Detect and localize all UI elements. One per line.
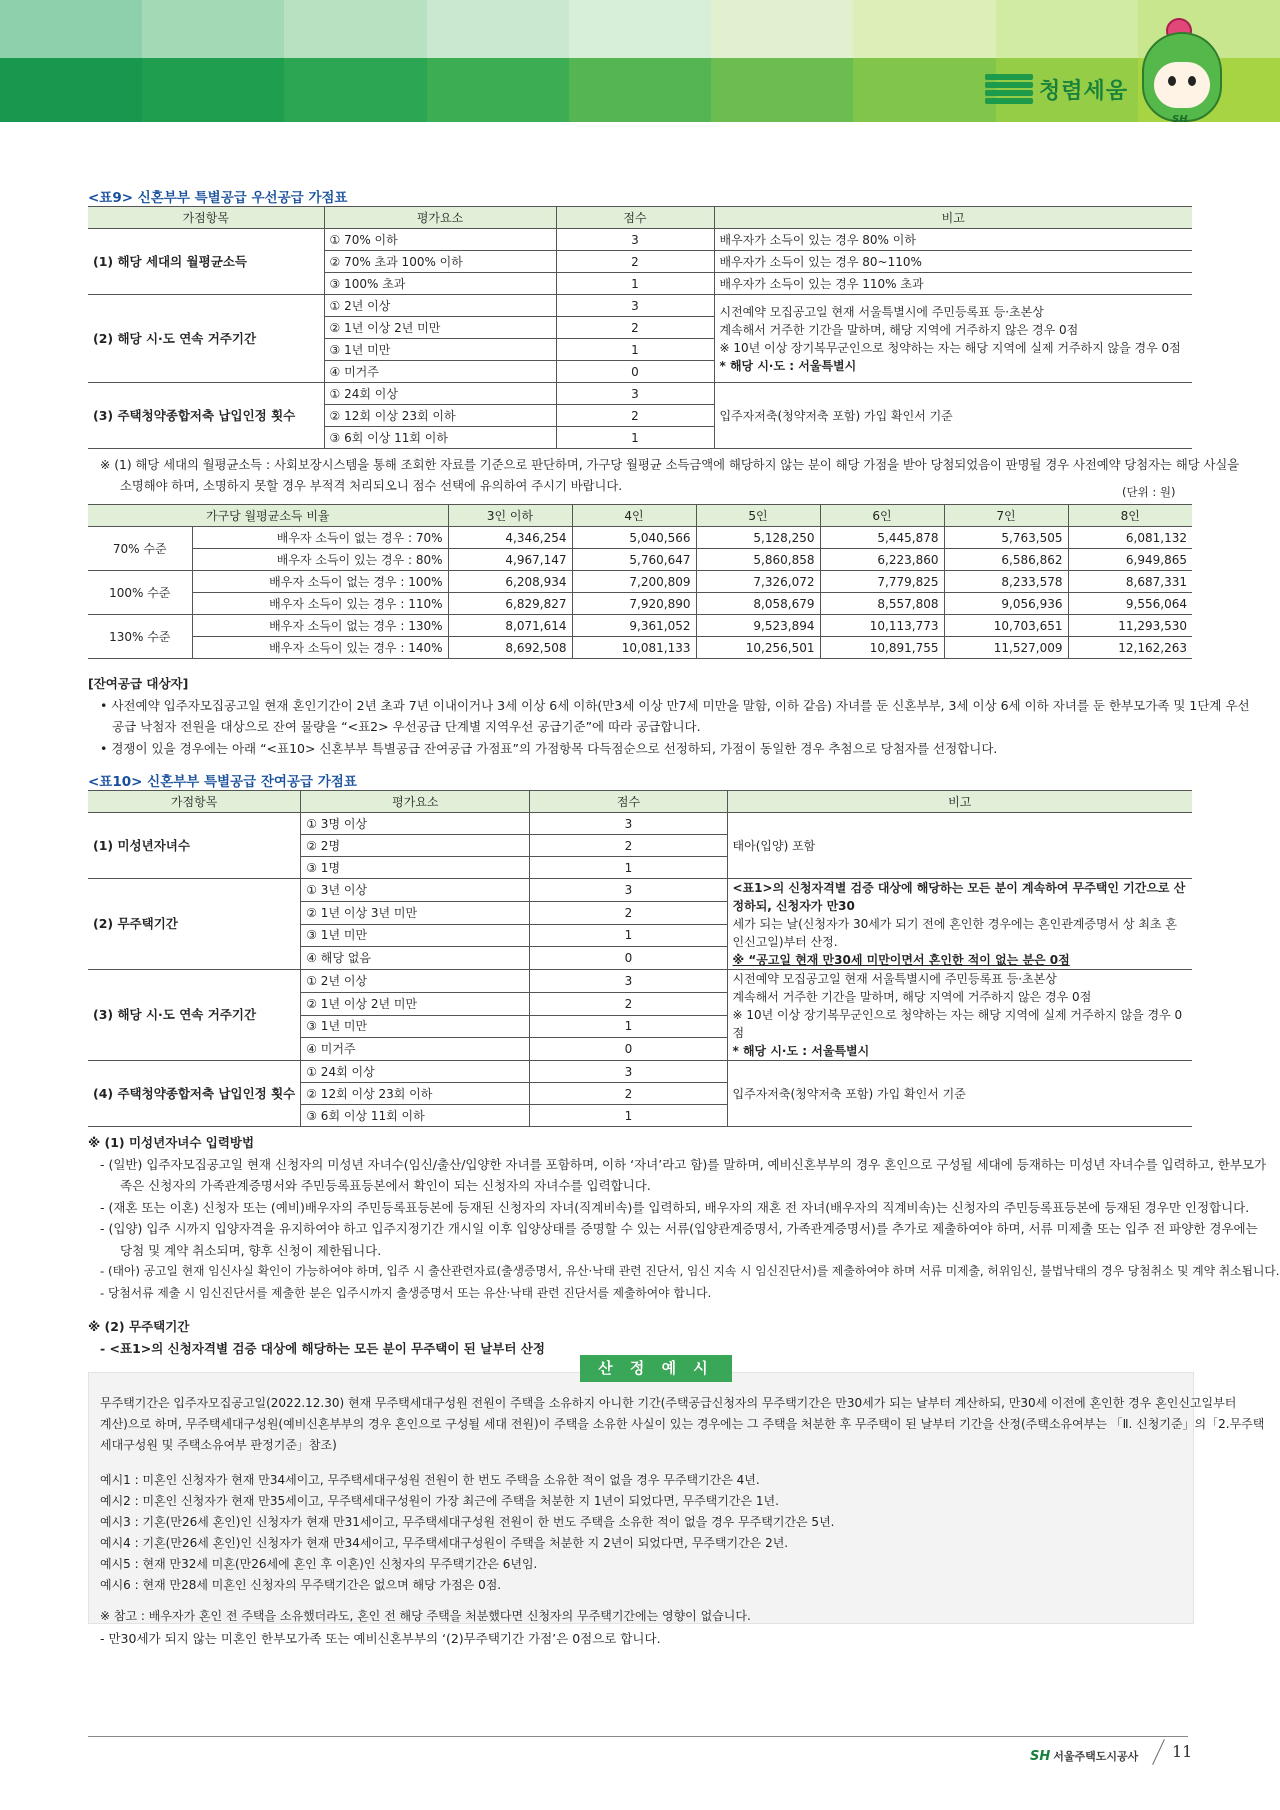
score-cell: 2 [556,405,714,427]
score-cell: 3 [556,295,714,317]
table10 [88,790,1192,1127]
income-row-label: 배우자 소득이 있는 경우 : 80% [192,549,448,571]
note-cell [714,383,1192,449]
note-line: 세가 되는 날(신청자가 30세가 되기 전에 혼인한 경우에는 혼인관계증명서 상 최초 혼인신고일)부터 산정. [732,917,1177,949]
example-case: 예시2 : 미혼인 신청자가 현재 만35세이고, 무주택세대구성원이 가장 최근에 주택을 처분한 지 1년이 되었다면, 무주택기간은 1년. [100,1494,779,1508]
band-seg-bottom [711,58,853,122]
note-cell: 배우자가 소득이 있는 경우 110% 초과 [714,273,1192,295]
header-band-top [0,0,1280,58]
eval-element: ③ 1년 미만 [324,339,556,361]
note-line: 시전예약 모집공고일 현재 서울특별시에 주민등록표 등·초본상 [719,304,1044,319]
income-value: 10,891,755 [820,637,944,659]
final-note: - 만30세가 되지 않는 미혼인 한부모가족 또는 예비신혼부부의 ‘(2)무주택기간 가점’은 0점으로 합니다. [100,1631,661,1646]
eval-element: ② 1년 이상 2년 미만 [324,317,556,339]
table-row [88,229,1192,251]
table-header-cell: 비고 [714,207,1192,229]
table-header-cell: 8인 [1068,505,1192,527]
example-case: 예시1 : 미혼인 신청자가 현재 만34세이고, 무주택세대구성원 전원이 한 번도 주택을 소유한 적이 없을 경우 무주택기간은 4년. [100,1473,760,1487]
note-cell [727,970,1192,1061]
minor-method-line: - (재혼 또는 이혼) 신청자 또는 (예비)배우자의 주민등록표등본에 등재된 신청자의 자녀(직계비속)를 입력하되, 배우자의 재혼 전 자녀(배우자의 직계비속)는 신청자의 주민등록표등본에 등재된 경우만 인정합니다. [100,1200,1250,1215]
example-case: 예시6 : 현재 만28세 미혼인 신청자의 무주택기간은 없으며 해당 가점은 0점. [100,1578,502,1592]
income-value: 6,949,865 [1068,549,1192,571]
note-cell: 배우자가 소득이 있는 경우 80% 이하 [714,229,1192,251]
footer-slash [1152,1739,1165,1765]
score-cell: 1 [556,339,714,361]
score-cell: 3 [556,383,714,405]
income-row-label: 배우자 소득이 있는 경우 : 110% [192,593,448,615]
income-value: 5,760,647 [572,549,696,571]
eval-element: ④ 미거주 [301,1038,530,1061]
table-row [88,615,1192,637]
score-cell: 1 [530,857,727,879]
note-line: 태아(입양) 포함 [732,838,816,853]
income-level: 70% 수준 [88,527,192,571]
income-level: 130% 수준 [88,615,192,659]
score-cell: 3 [530,879,727,902]
eval-element: ② 12회 이상 23회 이하 [301,1083,530,1105]
income-value: 11,527,009 [944,637,1068,659]
score-cell: 3 [530,970,727,993]
note-line: * 해당 시·도 : 서울특별시 [719,358,857,373]
score-cell: 2 [556,251,714,273]
table-row [88,593,1192,615]
group-label: (3) 해당 시·도 연속 거주기간 [88,970,301,1061]
note-line: ※ 10년 이상 장기복무군인으로 청약하는 자는 해당 지역에 실제 거주하지 않을 경우 0점 [719,340,1181,355]
income-value: 4,346,254 [448,527,572,549]
table-header-cell: 3인 이하 [448,505,572,527]
income-row-label: 배우자 소득이 없는 경우 : 130% [192,615,448,637]
income-note-1: ※ (1) 해당 세대의 월평균소득 : 사회보장시스템을 통해 조회한 자료를 기준으로 판단하며, 가구당 월평균 소득금액에 해당하지 않는 분이 해당 가점을 받아 당첨되었음이 판명될 경우 사전예약 당첨자는 해당 사실을 [100,458,1240,472]
band-seg-top [0,0,142,58]
group-label: (1) 해당 세대의 월평균소득 [88,229,324,295]
income-value: 8,058,679 [696,593,820,615]
eval-element: ① 70% 이하 [324,229,556,251]
score-cell: 0 [530,1038,727,1061]
eval-element: ③ 1년 미만 [301,924,530,947]
income-row-label: 배우자 소득이 없는 경우 : 100% [192,571,448,593]
income-value: 9,056,936 [944,593,1068,615]
band-seg-top [853,0,995,58]
income-value: 9,556,064 [1068,593,1192,615]
residual-bullet-1b: 공급 낙첨자 전원을 대상으로 잔여 물량을 “<표2> 우선공급 단계별 지역우선 공급기준”에 따라 공급합니다. [112,719,701,734]
income-value: 8,692,508 [448,637,572,659]
eval-element: ① 3년 이상 [301,879,530,902]
eval-element: ① 24회 이상 [324,383,556,405]
table-header-cell: 가점항목 [88,207,324,229]
score-cell: 2 [556,317,714,339]
footer-org: 서울주택도시공사 [1053,1750,1139,1763]
income-value: 8,071,614 [448,615,572,637]
eval-element: ③ 6회 이상 11회 이하 [324,427,556,449]
score-cell: 3 [556,229,714,251]
table-header-cell: 평가요소 [324,207,556,229]
income-value: 8,233,578 [944,571,1068,593]
residual-heading: [잔여공급 대상자] [88,676,189,691]
brand-logo [985,72,1128,106]
eval-element: ③ 6회 이상 11회 이하 [301,1105,530,1127]
income-note-2: 소명해야 하며, 소명하지 못할 경우 부적격 처리되오니 점수 선택에 유의하여 주시기 바랍니다. [120,479,623,493]
band-seg-bottom [284,58,426,122]
income-value: 10,703,651 [944,615,1068,637]
income-value: 5,040,566 [572,527,696,549]
note-cell [714,295,1192,383]
eval-element: ④ 미거주 [324,361,556,383]
note-line: 입주자저축(청약저축 포함) 가입 확인서 기준 [719,408,953,423]
minor-method-heading: ※ (1) 미성년자녀수 입력방법 [88,1135,255,1150]
minor-method-line: 당첨 및 계약 취소되며, 향후 신청이 제한됩니다. [120,1243,382,1258]
table-row [88,1061,1192,1083]
homeless-line: - <표1>의 신청자격별 검증 대상에 해당하는 모든 분이 무주택이 된 날부터 산정 [100,1341,545,1356]
mascot-icon [1130,18,1230,128]
score-cell: 2 [530,992,727,1015]
income-value: 5,445,878 [820,527,944,549]
eval-element: ② 12회 이상 23회 이하 [324,405,556,427]
score-cell: 2 [530,901,727,924]
group-label: (4) 주택청약종합저축 납입인정 횟수 [88,1061,301,1127]
eval-element: ① 24회 이상 [301,1061,530,1083]
income-value: 6,208,934 [448,571,572,593]
score-cell: 0 [530,947,727,970]
note-cell [727,1061,1192,1127]
note-line: 계속해서 거주한 기간을 말하며, 해당 지역에 거주하지 않은 경우 0점 [732,990,1092,1004]
income-value: 7,200,809 [572,571,696,593]
score-cell: 1 [530,924,727,947]
example-ref: ※ 참고 : 배우자가 혼인 전 주택을 소유했더라도, 혼인 전 해당 주택을 처분했다면 신청자의 무주택기간에는 영향이 없습니다. [100,1609,751,1623]
table-row [88,970,1192,993]
table-row [88,571,1192,593]
eval-element: ② 1년 이상 2년 미만 [301,992,530,1015]
minor-method-line: - (일반) 입주자모집공고일 현재 신청자의 미성년 자녀수(임신/출산/입양한 자녀를 포함하며, 이하 ‘자녀’라고 함)를 말하며, 예비신혼부부의 경우 혼인으로 구성될 세대에 등재하는 미성년 자녀수를 입력하고, 한부모가 [100,1157,1267,1172]
minor-method-line: - (입양) 입주 시까지 입양자격을 유지하여야 하고 입주지정기간 개시일 이후 입양상태를 증명할 수 있는 서류(입양관계증명서, 가족관계증명서)를 추가로 제출하여야 하며, 서류 미제출 또는 입주 전 파양한 경우에는 [100,1221,1258,1236]
residual-bullet-1a-text: • 사전예약 입주자모집공고일 현재 혼인기간이 2년 초과 7년 이내이거나 3세 이상 6세 이하(만3세 이상 만7세 미만을 말함, 이하 같음) 자녀를 둔 신혼부부, 3세 이상 6세 이하 자녀를 둔 한부모가족 및 1단계 우선 [100,698,1250,713]
income-value: 9,523,894 [696,615,820,637]
building-icon [985,72,1033,106]
income-value: 6,223,860 [820,549,944,571]
band-seg-top [996,0,1138,58]
note-line: <표1>의 신청자격별 검증 대상에 해당하는 모든 분이 계속하여 무주택인 기간으로 산정하되, 신청자가 만30 [732,881,1186,913]
brand-name: 청렴세움 [1039,78,1129,104]
band-seg-top [427,0,569,58]
footer-divider [88,1736,1188,1737]
minor-method-line: - 당첨서류 제출 시 임신진단서를 제출한 분은 입주시까지 출생증명서 또는 유산·낙태 관련 진단서를 제출하여야 합니다. [100,1286,712,1300]
income-value: 10,256,501 [696,637,820,659]
table9 [88,206,1192,449]
example-case: 예시3 : 기혼(만26세 혼인)인 신청자가 현재 만31세이고, 무주택세대구성원 전원이 한 번도 주택을 소유한 적이 없을 경우 무주택기간은 5년. [100,1515,835,1529]
example-case: 예시4 : 기혼(만26세 혼인)인 신청자가 현재 만34세이고, 무주택세대구성원이 주택을 처분한 지 2년이 되었다면, 무주택기간은 2년. [100,1536,789,1550]
example-tag: 산 정 예 시 [580,1355,732,1382]
score-cell: 2 [530,1083,727,1105]
example-case: 예시5 : 현재 만32세 미혼(만26세에 혼인 후 이혼)인 신청자의 무주택기간은 6년임. [100,1557,538,1571]
eval-element: ① 2년 이상 [301,970,530,993]
page-number: 11 [1172,1742,1193,1761]
income-value: 6,829,827 [448,593,572,615]
score-cell: 0 [556,361,714,383]
income-value: 8,557,808 [820,593,944,615]
note-line: 시전예약 모집공고일 현재 서울특별시에 주민등록표 등·초본상 [732,972,1057,986]
table-header-cell: 가구당 월평균소득 비율 [88,505,448,527]
group-label: (3) 주택청약종합저축 납입인정 횟수 [88,383,324,449]
income-value: 7,920,890 [572,593,696,615]
band-seg-bottom [853,58,995,122]
table-header-cell: 6인 [820,505,944,527]
income-value: 8,687,331 [1068,571,1192,593]
table-header-cell: 점수 [556,207,714,229]
note-cell [727,879,1192,970]
income-level: 100% 수준 [88,571,192,615]
income-value: 9,361,052 [572,615,696,637]
eval-element: ① 3명 이상 [301,813,530,835]
table-header-cell: 7인 [944,505,1068,527]
table-row [88,879,1192,902]
group-label: (2) 무주택기간 [88,879,301,970]
example-para-line: 계산)으로 하며, 무주택세대구성원(예비신혼부부의 경우 혼인으로 구성될 세대 전원)이 주택을 소유한 사실이 있는 경우에는 그 주택을 처분한 후 무주택이 된 날부터 기간을 산정(주택소유여부는 「Ⅱ. 신청기준」의「2.무주택 [100,1417,1265,1431]
band-seg-bottom [569,58,711,122]
score-cell: 1 [556,427,714,449]
group-label: (2) 해당 시·도 연속 거주기간 [88,295,324,383]
income-value: 7,326,072 [696,571,820,593]
table-row [88,549,1192,571]
income-value: 10,081,133 [572,637,696,659]
eval-element: ③ 1명 [301,857,530,879]
eval-element: ③ 1년 미만 [301,1015,530,1038]
unit-label: (단위 : 원) [1122,485,1176,499]
score-cell: 3 [530,1061,727,1083]
table-header-cell: 평가요소 [301,791,530,813]
table-header-cell: 4인 [572,505,696,527]
income-row-label: 배우자 소득이 없는 경우 : 70% [192,527,448,549]
eval-element: ② 70% 초과 100% 이하 [324,251,556,273]
income-value: 7,779,825 [820,571,944,593]
example-para-line: 무주택기간은 입주자모집공고일(2022.12.30) 현재 무주택세대구성원 전원이 주택을 소유하지 아니한 기간(주택공급신청자의 무주택기간은 만30세가 되는 날부터 계산하되, 만30세 이전에 혼인한 경우 혼인신고일부터 [100,1396,1237,1410]
income-value: 5,763,505 [944,527,1068,549]
table-header-row [88,505,1192,527]
table-header-row [88,207,1192,229]
table-row [88,383,1192,405]
residual-bullet-2: • 경쟁이 있을 경우에는 아래 “<표10> 신혼부부 특별공급 잔여공급 가점표”의 가점항목 다득점순으로 선정하되, 가점이 동일한 경우 추첨으로 당첨자를 선정합니다. [100,741,998,756]
table10-title: <표10> 신혼부부 특별공급 잔여공급 가점표 [88,774,357,790]
score-cell: 1 [530,1015,727,1038]
income-value: 11,293,530 [1068,615,1192,637]
note-line: ※ “공고일 현재 만30세 미만이면서 혼인한 적이 없는 분은 0점 [732,953,1070,967]
mascot-badge: SH [1172,114,1188,125]
band-seg-bottom [427,58,569,122]
table9-title: <표9> 신혼부부 특별공급 우선공급 가점표 [88,190,348,206]
eval-element: ① 2년 이상 [324,295,556,317]
score-cell: 1 [556,273,714,295]
eval-element: ② 2명 [301,835,530,857]
note-line: 계속해서 거주한 기간을 말하며, 해당 지역에 거주하지 않은 경우 0점 [719,322,1079,337]
example-para-line: 세대구성원 및 주택소유여부 판정기준」참조) [100,1438,337,1452]
income-value: 6,586,862 [944,549,1068,571]
note-cell [727,813,1192,879]
residual-bullet-1a [100,695,1250,716]
band-seg-bottom [0,58,142,122]
band-seg-top [711,0,853,58]
income-table [88,504,1192,659]
eval-element: ④ 해당 없음 [301,947,530,970]
income-value: 5,128,250 [696,527,820,549]
table-header-cell: 점수 [530,791,727,813]
table-row [88,813,1192,835]
note-cell: 배우자가 소득이 있는 경우 80~110% [714,251,1192,273]
table-row [88,295,1192,317]
table-header-cell: 가점항목 [88,791,301,813]
minor-method-line: - (태아) 공고일 현재 임신사실 확인이 가능하여야 하며, 입주 시 출산관련자료(출생증명서, 유산·낙태 관련 진단서, 임신 지속 시 임신진단서)를 제출하여야 하며 서류 미제출, 허위임신, 불법낙태의 경우 당첨취소 및 계약 취소됩니다. [100,1264,1280,1278]
band-seg-bottom [142,58,284,122]
note-line: 입주자저축(청약저축 포함) 가입 확인서 기준 [732,1086,966,1101]
table-row [88,637,1192,659]
band-seg-top [569,0,711,58]
minor-method-line: 족은 신청자의 가족관계증명서와 주민등록표등본에서 확인이 되는 신청자의 자녀수를 입력합니다. [120,1178,651,1193]
income-value: 5,860,858 [696,549,820,571]
note-line: ※ 10년 이상 장기복무군인으로 청약하는 자는 해당 지역에 실제 거주하지 않을 경우 0점 [732,1008,1183,1040]
eval-element: ② 1년 이상 3년 미만 [301,901,530,924]
group-label: (1) 미성년자녀수 [88,813,301,879]
footer-logo [1030,1748,1138,1764]
table-header-cell: 비고 [727,791,1192,813]
table-row [88,527,1192,549]
score-cell: 2 [530,835,727,857]
sh-logo-icon: SH [1030,1749,1051,1764]
income-value: 4,967,147 [448,549,572,571]
score-cell: 1 [530,1105,727,1127]
band-seg-top [284,0,426,58]
income-value: 10,113,773 [820,615,944,637]
band-seg-top [142,0,284,58]
note-line: * 해당 시·도 : 서울특별시 [732,1044,870,1058]
homeless-heading: ※ (2) 무주택기간 [88,1319,190,1334]
table-header-row [88,791,1192,813]
income-row-label: 배우자 소득이 있는 경우 : 140% [192,637,448,659]
income-value: 12,162,263 [1068,637,1192,659]
table-header-cell: 5인 [696,505,820,527]
score-cell: 3 [530,813,727,835]
income-value: 6,081,132 [1068,527,1192,549]
eval-element: ③ 100% 초과 [324,273,556,295]
